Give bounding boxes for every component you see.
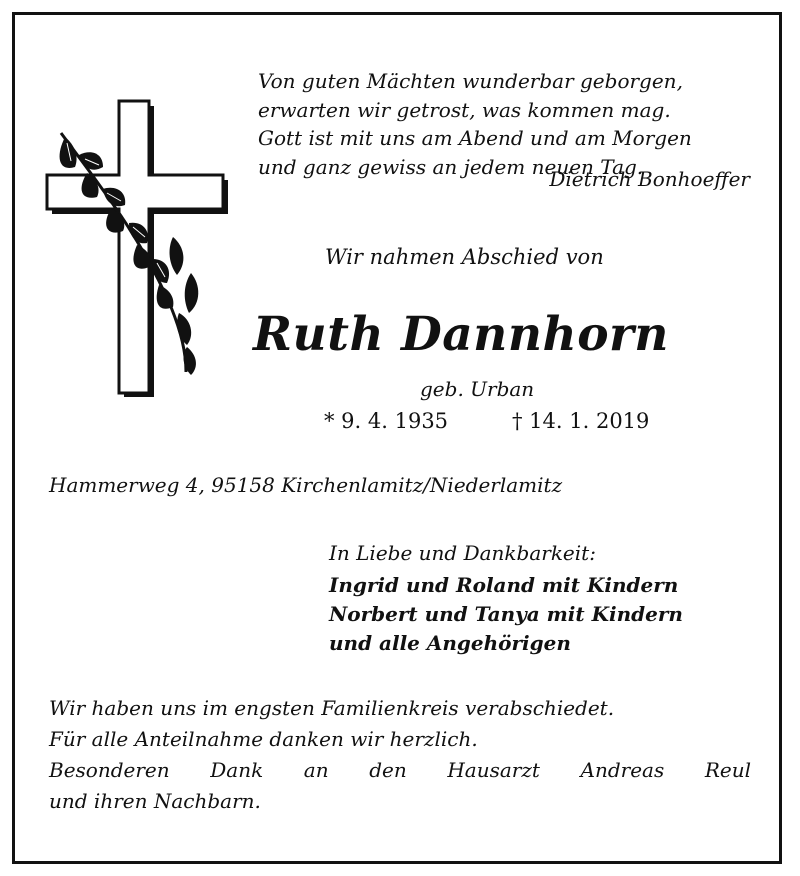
closing-line: Wir haben uns im engsten Familienkreis verabschiedet.	[49, 696, 615, 720]
closing-line: und ihren Nachbarn.	[49, 789, 261, 813]
closing-word: an	[303, 758, 329, 782]
poem	[258, 67, 754, 181]
closing-word: Dank	[210, 758, 264, 782]
maiden-name: geb. Urban	[420, 377, 535, 401]
death-date: † 14. 1. 2019	[512, 409, 650, 433]
poem-line: erwarten wir getrost, was kommen mag.	[258, 97, 671, 122]
mourner-line: und alle Angehörigen	[329, 631, 571, 655]
mourner-line: Ingrid und Roland mit Kindern	[329, 573, 679, 597]
obituary-notice	[12, 12, 782, 864]
birth-date: * 9. 4. 1935	[324, 409, 449, 433]
closing-word: Besonderen	[49, 758, 170, 782]
address: Hammerweg 4, 95158 Kirchenlamitz/Niederlamitz	[49, 473, 563, 497]
mourners-list	[329, 571, 683, 658]
closing-line: Für alle Anteilnahme danken wir herzlich.	[49, 727, 478, 751]
closing-word: Reul	[704, 758, 751, 782]
mourner-line: Norbert und Tanya mit Kindern	[329, 602, 683, 626]
closing-line-justified	[49, 755, 751, 786]
farewell-intro: Wir nahmen Abschied von	[325, 245, 604, 269]
cross-with-palm-icon	[41, 97, 231, 397]
poem-author: Dietrich Bonhoeffer	[549, 167, 750, 191]
poem-line: Gott ist mit uns am Abend und am Morgen	[258, 126, 692, 150]
closing-word: den	[369, 758, 407, 782]
mourners-intro: In Liebe und Dankbarkeit:	[329, 541, 596, 565]
closing-word: Hausarzt	[447, 758, 540, 782]
closing-word: Andreas	[580, 758, 665, 782]
poem-line: Von guten Mächten wunderbar geborgen,	[258, 69, 683, 93]
closing-text	[49, 693, 751, 817]
poem-line: und ganz gewiss an jedem neuen Tag.	[258, 154, 644, 179]
deceased-name: Ruth Dannhorn	[253, 307, 669, 362]
